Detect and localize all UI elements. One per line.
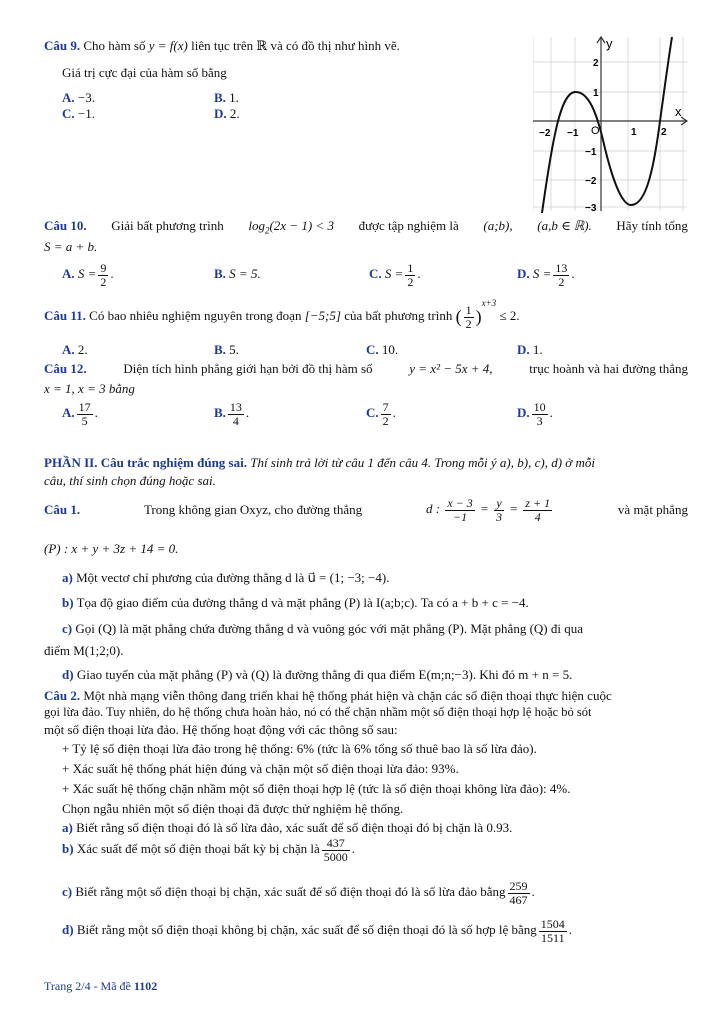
q10-statement: Câu 10. Giải bất phương trình $\log_2(2x - 1) < 3$ được tập nghiệm là (a;b), (a,b ∈ ℝ). Hãy tính tổng: [44, 218, 688, 236]
svg-text:−2: −2: [539, 128, 551, 139]
q12-line2: x = 1, x = 3 bằng: [44, 381, 135, 396]
p2q2-bullet-1: + Tỷ lệ số điện thoại lừa đảo trong hệ thống: 6% (tức là 6% tổng số thuê bao là số lừa đảo).: [62, 741, 537, 756]
p2q1-item-c: c) Gọi (Q) là mặt phẳng chứa đường thẳng d và vuông góc với mặt phẳng (P). Mặt phẳng (Q) đi qua: [62, 621, 584, 636]
q12-option-d: D. $\frac{10}{3}$ .: [517, 400, 553, 428]
svg-text:2: 2: [661, 127, 667, 138]
x-axis-label: x: [675, 104, 682, 119]
q10-option-b: B. S = 5.: [214, 266, 261, 281]
p2q1-item-d: d) Giao tuyến của mặt phẳng (P) và (Q) là đường thẳng đi qua điểm E(m;n;−3). Khi đó m + n = 5.: [62, 667, 573, 682]
y-axis-label: y: [606, 36, 613, 51]
q9-graph: [533, 35, 689, 213]
q12-statement: Câu 12. Diện tích hình phẳng giới hạn bởi đồ thị hàm số y = x² − 5x + 4, trục hoành và hai đường thẳng: [44, 361, 688, 376]
q9-option-c: C. −1.: [62, 106, 95, 121]
p2q1-plane: (P) : x + y + 3z + 14 = 0.: [44, 541, 179, 556]
q12-option-b: B. $\frac{13}{4}$ .: [214, 400, 250, 428]
q12-option-a: A. $\frac{17}{5}$ .: [62, 400, 98, 428]
svg-text:−2: −2: [585, 176, 597, 187]
p2q1-item-b: b) Tọa độ giao điểm của đường thẳng d và mặt phẳng (P) là I(a;b;c). Ta có a + b + c = −4.: [62, 595, 529, 610]
q9-option-d: D. 2.: [214, 106, 240, 121]
q9-option-b: B. 1.: [214, 90, 239, 105]
page-footer: Trang 2/4 - Mã đề 1102: [44, 979, 158, 993]
p2q1-statement: Câu 1. Trong không gian Oxyz, cho đường thẳng d : $\frac{x - 3}{-1}$ = $\frac{y}{3}$ = $\frac{z + 1}{4}$ và mặt phẳng: [44, 496, 688, 524]
q10-option-c: C. S = $\frac{1}{2}$ .: [369, 261, 421, 289]
q11-option-d: D. 1.: [517, 342, 543, 357]
p2q2-item-b: b) Xác suất để một số điện thoại bất kỳ bị chặn là $\frac{437}{5000}$ .: [62, 836, 356, 864]
p2q2-line1: Câu 2. Một nhà mạng viễn thông đang triển khai hệ thống phát hiện và chặn các số điện thoại thực hiện cuộc: [44, 688, 612, 703]
p2q2-line2: gọi lừa đảo. Tuy nhiên, do hệ thống chưa hoàn hảo, nó có thể chặn nhầm một số điện thoại hợp lệ hoặc bỏ sót: [44, 705, 592, 719]
p2q2-bullet-2: + Xác suất hệ thống phát hiện đúng và chặn một số điện thoại lừa đảo: 93%.: [62, 761, 459, 776]
q9-option-a: A. −3.: [62, 90, 95, 105]
q10-option-d: D. S = $\frac{13}{2}$ .: [517, 261, 575, 289]
p2q2-item-a: a) Biết rằng số điện thoại đó là số lừa đảo, xác suất để số điện thoại đó bị chặn là 0.93.: [62, 820, 513, 835]
q11-option-a: A. 2.: [62, 342, 88, 357]
p2q2-line3: một số điện thoại lừa đảo. Hệ thống hoạt động với các thông số sau:: [44, 722, 398, 737]
p2q2-item-d: d) Biết rằng một số điện thoại không bị chặn, xác suất để số điện thoại đó là số hợp lệ bằng $\frac{1504}{1511}$ .: [62, 917, 573, 945]
p2q2-item-c: c) Biết rằng một số điện thoại bị chặn, xác suất để số điện thoại đó là số lừa đảo bằng $\frac{259}{467}$ .: [62, 879, 535, 907]
svg-text:−3: −3: [585, 203, 597, 213]
q10-line2: S = a + b.: [44, 239, 98, 254]
q10-option-a: A. S = $\frac{9}{2}$ .: [62, 261, 114, 289]
q12-option-c: C. $\frac{7}{2}$ .: [366, 400, 396, 428]
p2q1-item-a: a) Một vectơ chỉ phương của đường thẳng d là u⃗ = (1; −3; −4).: [62, 570, 390, 585]
q11-statement: Câu 11. Có bao nhiêu nghiệm nguyên trong đoạn [−5;5] của bất phương trình ( $\frac{1}{2}$ )$^{x+3}$ ≤ 2.: [44, 298, 520, 331]
part2-instr-line2: câu, thí sinh chọn đúng hoặc sai.: [44, 473, 216, 488]
svg-text:1: 1: [631, 127, 637, 138]
svg-text:−1: −1: [585, 147, 597, 158]
q9-label: Câu 9.: [44, 38, 81, 53]
q11-option-c: C. 10.: [366, 342, 399, 357]
p2q2-bullet-4: Chọn ngẫu nhiên một số điện thoại đã được thử nghiệm hệ thống.: [62, 801, 404, 816]
q9-statement: Câu 9. Cho hàm số y = f(x) liên tục trên ℝ và có đồ thị như hình vẽ.: [44, 38, 400, 53]
svg-text:1: 1: [593, 88, 599, 99]
q9-question: Giá trị cực đại của hàm số bằng: [62, 65, 227, 80]
svg-text:−1: −1: [567, 128, 579, 139]
q11-option-b: B. 5.: [214, 342, 239, 357]
p2q1-item-c-line2: điểm M(1;2;0).: [44, 643, 124, 658]
p2q2-bullet-3: + Xác suất hệ thống chặn nhầm một số điện thoại hợp lệ (tức là số điện thoại không lừa đảo): 4%.: [62, 781, 571, 796]
origin-label: O: [591, 125, 600, 137]
svg-text:2: 2: [593, 58, 599, 69]
part2-heading: PHẦN II. Câu trắc nghiệm đúng sai. Thí sinh trả lời từ câu 1 đến câu 4. Trong mỗi ý a), b), c), d) ở mỗi: [44, 455, 595, 470]
